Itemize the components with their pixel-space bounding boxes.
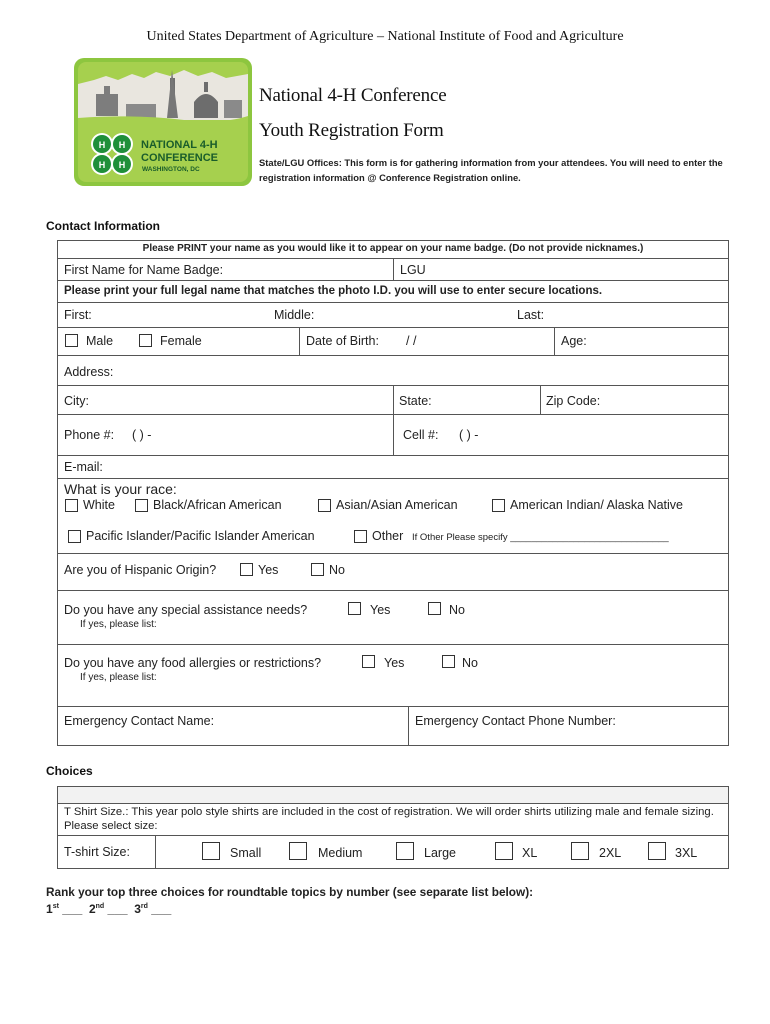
address-label: Address: [64,365,114,379]
badge-instruction: Please PRINT your name as you would like it to appear on your name badge. (Do not provide nicknames.) [142,243,644,254]
hispanic-no-label: No [329,563,345,577]
assistance-question: Do you have any special assistance needs? [64,603,308,617]
choices-section-title: Choices [46,764,93,778]
male-label: Male [86,334,114,348]
male-checkbox[interactable] [65,334,78,347]
middle-name-label: Middle: [274,308,315,322]
size-xl-checkbox[interactable] [495,842,513,860]
zip-label: Zip Code: [546,394,601,408]
phone-label: Phone #: [64,428,115,442]
tshirt-size-label: T-shirt Size: [64,845,130,859]
race-white-checkbox[interactable] [65,499,78,512]
lgu-label: LGU [400,263,426,277]
emergency-phone-label: Emergency Contact Phone Number: [415,714,616,728]
assistance-no-checkbox[interactable] [428,602,441,615]
rank-entries[interactable]: 1st ___ 2nd ___ 3rd ___ [46,902,172,916]
national-4h-conference-logo [74,58,252,186]
allergy-no-checkbox[interactable] [442,655,455,668]
svg-text:H: H [98,160,106,170]
rank-1-sup: st [52,903,59,910]
svg-text:H: H [98,140,106,150]
race-pacific-label: Pacific Islander/Pacific Islander American [86,529,315,543]
email-label: E-mail: [64,460,103,474]
race-other-checkbox[interactable] [354,530,367,543]
allergy-yes-label: Yes [384,656,405,670]
size-2xl-checkbox[interactable] [571,842,589,860]
assistance-yes-label: Yes [370,603,391,617]
size-large-label: Large [424,846,456,860]
badge-instruction-row [57,240,729,259]
address-row[interactable] [57,355,729,386]
race-native-label: American Indian/ Alaska Native [510,498,684,512]
first-name-badge-label: First Name for Name Badge: [64,263,224,277]
race-pacific-checkbox[interactable] [68,530,81,543]
race-question: What is your race: [64,481,177,497]
emergency-name-label: Emergency Contact Name: [64,714,215,728]
hispanic-no-checkbox[interactable] [311,563,324,576]
dob-label: Date of Birth: [306,334,379,348]
logo-text-line1: NATIONAL 4-H [141,139,218,151]
svg-text:H: H [118,140,126,150]
race-asian-label: Asian/Asian American [336,498,458,512]
assistance-row [57,590,729,645]
emergency-row [57,706,729,746]
logo-text-line2: CONFERENCE [141,152,219,164]
phone-format[interactable]: ( ) - [132,428,152,442]
allergy-row [57,644,729,707]
logo-text-line3: WASHINGTON, DC [142,166,200,173]
form-title-line1: National 4-H Conference [259,85,447,106]
first-name-label: First: [64,308,92,322]
size-2xl-label: 2XL [599,846,622,860]
allergy-yes-checkbox[interactable] [362,655,375,668]
race-other-label: Other [372,529,404,543]
size-3xl-label: 3XL [675,846,698,860]
size-medium-checkbox[interactable] [289,842,307,860]
last-name-label: Last: [517,308,545,322]
svg-text:H: H [118,160,126,170]
rank-2: 2 [88,902,96,916]
size-small-checkbox[interactable] [202,842,220,860]
size-large-checkbox[interactable] [396,842,414,860]
race-white-label: White [83,498,115,512]
phone-row [57,414,729,456]
agency-header: United States Department of Agriculture – National Institute of Food and Agriculture [146,29,624,44]
city-label: City: [64,394,89,408]
hispanic-yes-checkbox[interactable] [240,563,253,576]
hispanic-question: Are you of Hispanic Origin? [64,563,217,577]
legal-name-instruction: Please print your full legal name that matches the photo I.D. you will use to enter secure locations. [64,285,603,297]
race-black-label: Black/African American [153,498,282,512]
gender-dob-row [57,327,729,356]
assistance-no-label: No [449,603,465,617]
badge-name-row [57,258,729,281]
race-black-checkbox[interactable] [135,499,148,512]
rank-3-sup: rd [140,903,148,910]
race-row [57,478,729,554]
female-checkbox[interactable] [139,334,152,347]
allergy-question: Do you have any food allergies or restrictions? [64,656,322,670]
choices-header-row [57,786,729,804]
tshirt-size-row [57,835,729,869]
city-state-zip-row [57,385,729,415]
state-label: State: [399,394,432,408]
rank-3: 3 [134,902,141,916]
race-native-checkbox[interactable] [492,499,505,512]
assistance-if-yes: If yes, please list: [80,619,157,630]
office-note: State/LGU Offices: This form is for gathering information from your attendees. You will need to enter the registration information @ Conference Registration online. [259,157,723,183]
size-small-label: Small [230,846,262,860]
assistance-yes-checkbox[interactable] [348,602,361,615]
dob-separators[interactable]: / / [406,334,417,348]
allergy-if-yes: If yes, please list: [80,672,157,683]
form-title-line2: Youth Registration Form [259,120,444,141]
hispanic-yes-label: Yes [258,563,279,577]
legal-name-instruction-row [57,280,729,303]
age-label: Age: [561,334,587,348]
contact-section-title: Contact Information [46,219,160,233]
rank-instruction: Rank your top three choices for roundtable topics by number (see separate list below): [46,885,534,899]
rank-1: 1 [46,902,53,916]
race-asian-checkbox[interactable] [318,499,331,512]
size-xl-label: XL [522,846,538,860]
size-medium-label: Medium [318,846,363,860]
race-other-specify[interactable]: If Other Please specify ______________________________ [412,532,669,543]
allergy-no-label: No [462,656,478,670]
hispanic-row [57,553,729,591]
female-label: Female [160,334,202,348]
cell-label: Cell #: [403,428,439,442]
rank-2-sup: nd [95,903,105,910]
cell-format[interactable]: ( ) - [459,428,479,442]
tshirt-note: T Shirt Size.: This year polo style shirts are included in the cost of registration. We will order shirts utilizing male and female sizing. Please select size: [64,806,714,832]
legal-name-row[interactable] [57,302,729,328]
tshirt-note-row [57,803,729,836]
email-row[interactable] [57,455,729,479]
size-3xl-checkbox[interactable] [648,842,666,860]
